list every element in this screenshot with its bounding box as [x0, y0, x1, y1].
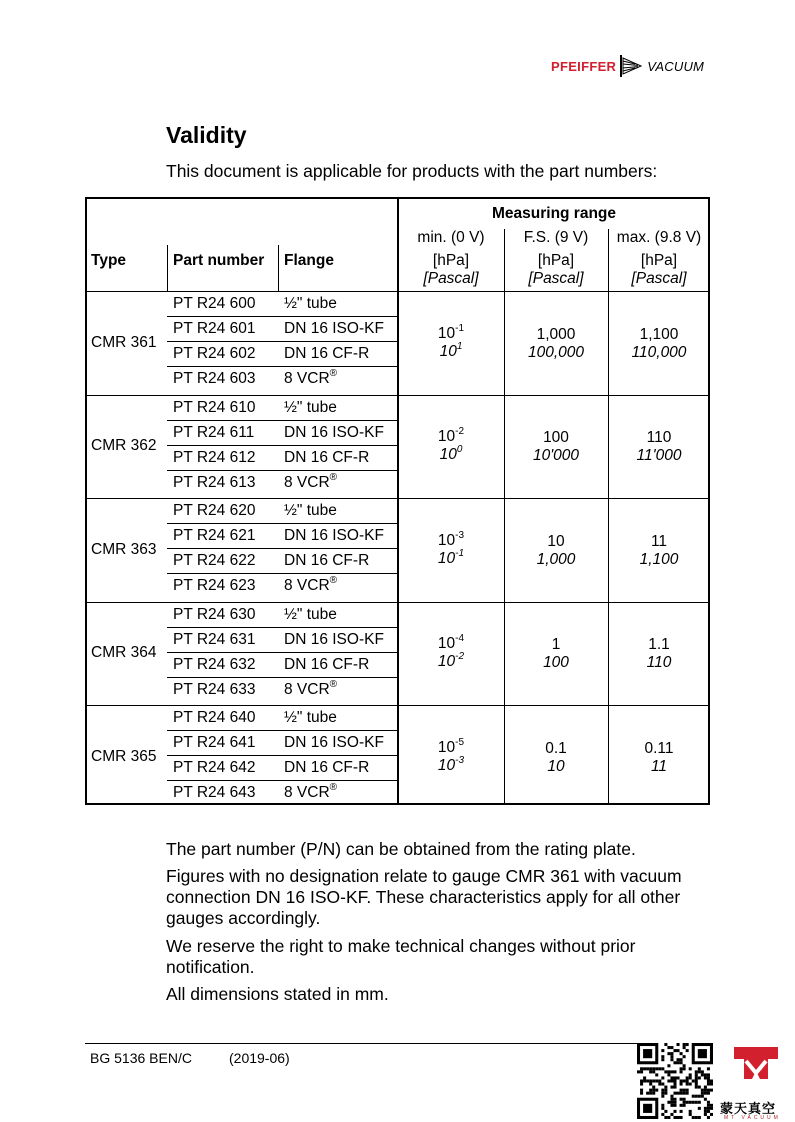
part-number-cell: PT R24 601: [173, 320, 256, 337]
row-rule: [167, 652, 398, 653]
flange-label: DN 16 CF-R: [284, 552, 370, 569]
header-unit-hpa: [hPa]: [537, 252, 575, 269]
part-number-cell: PT R24 642: [173, 759, 256, 776]
header-bottom-rule: [87, 291, 710, 292]
part-number-cell: PT R24 623: [173, 577, 256, 594]
row-rule: [167, 470, 398, 471]
min-hpa-exponent: -4: [455, 633, 465, 645]
part-number-cell: PT R24 640: [173, 709, 256, 726]
registered-mark: ®: [329, 678, 338, 690]
group-rule: [87, 705, 710, 706]
note-changes: We reserve the right to make technical changes without prior notification.: [166, 936, 636, 977]
watermark-chinese: 蒙天真空: [720, 1101, 777, 1116]
part-number-cell: PT R24 631: [173, 630, 256, 648]
part-number-cell: PT R24 621: [173, 527, 256, 544]
header-unit-hpa: [hPa]: [432, 252, 470, 269]
part-number-cell: PT R24 620: [173, 502, 256, 519]
part-number-cell: PT R24 632: [173, 655, 256, 673]
flange-cell: [284, 399, 396, 417]
type-cell: CMR 365: [91, 747, 157, 765]
flange-cell: [284, 656, 396, 674]
flange-cell: [284, 552, 396, 570]
col-sep: [608, 229, 609, 805]
fs-pascal: 100: [543, 654, 569, 672]
flange-cell: [284, 424, 396, 442]
group-rule: [87, 498, 710, 499]
note-part-number: The part number (P/N) can be obtained from the rating plate.: [166, 839, 636, 859]
group-rule: [87, 395, 710, 396]
header-min: min. (0 V): [417, 229, 485, 246]
max-hpa: 110: [646, 429, 672, 447]
flange-label: DN 16 CF-R: [284, 655, 370, 673]
header-flange: Flange: [284, 252, 334, 269]
pfeiffer-arrow-icon: [620, 53, 642, 79]
row-rule: [167, 677, 398, 678]
flange-cell: [284, 709, 396, 727]
col-sep: [504, 229, 505, 805]
header-unit-pascal: [Pascal]: [423, 270, 479, 287]
row-rule: [167, 627, 398, 628]
row-rule: [167, 341, 398, 342]
max-pascal: 11'000: [636, 447, 682, 465]
fs-pascal: 100,000: [527, 343, 585, 361]
min-hpa: $10^{-5}$: [437, 736, 465, 756]
flange-cell: [284, 577, 396, 595]
flange-cell: [284, 295, 396, 313]
header-unit-pascal: [Pascal]: [631, 270, 687, 287]
flange-cell: [284, 678, 396, 699]
min-pascal: $10^{-3}$: [437, 754, 465, 774]
fs-pascal: 10'000: [532, 447, 580, 465]
flange-cell: [284, 606, 396, 624]
flange-label: DN 16 ISO-KF: [284, 423, 384, 441]
flange-cell: [284, 631, 396, 649]
fs-hpa: 0.1: [545, 739, 567, 757]
fs-hpa: 1: [551, 636, 561, 654]
flange-label: DN 16 ISO-KF: [284, 527, 384, 544]
row-rule: [167, 523, 398, 524]
registered-mark: ®: [329, 782, 338, 793]
row-rule: [167, 420, 398, 421]
part-number-cell: PT R24 602: [173, 345, 256, 362]
min-pascal-exponent: -1: [455, 547, 465, 559]
document-id: BG 5136 BEN/C: [90, 1050, 192, 1066]
flange-label: DN 16 ISO-KF: [284, 320, 384, 337]
flange-label: ½" tube: [284, 709, 337, 726]
max-pascal: 110,000: [631, 343, 687, 361]
header-col-sep: [278, 245, 279, 291]
intro-text: This document is applicable for products with the part numbers:: [166, 161, 658, 181]
pfeiffer-vacuum-logo: [551, 52, 704, 80]
flange-cell: [284, 784, 396, 802]
min-pascal-exponent: 1: [456, 340, 463, 352]
flange-label: 8 VCR: [284, 473, 330, 491]
flange-label: DN 16 ISO-KF: [284, 734, 384, 751]
registered-mark: ®: [329, 368, 338, 379]
flange-label: ½" tube: [284, 605, 337, 623]
watermark-english: MT VACUUM: [724, 1115, 781, 1121]
brand-name: PFEIFFER: [551, 58, 617, 74]
flange-label: DN 16 CF-R: [284, 759, 370, 776]
min-hpa-exponent: -2: [455, 426, 465, 438]
note-dimensions: All dimensions stated in mm.: [166, 984, 389, 1004]
fs-pascal: 10: [547, 757, 565, 775]
type-cell: CMR 364: [91, 644, 157, 662]
flange-label: 8 VCR: [284, 680, 330, 698]
registered-mark: ®: [329, 471, 338, 483]
flange-label: ½" tube: [284, 398, 337, 416]
row-rule: [167, 445, 398, 446]
header-unit-pascal: [Pascal]: [528, 270, 584, 287]
fs-hpa: 10: [547, 532, 565, 550]
flange-label: DN 16 CF-R: [284, 345, 370, 362]
row-rule: [167, 730, 398, 731]
flange-label: 8 VCR: [284, 577, 330, 594]
min-pascal-exponent: -3: [455, 754, 465, 766]
part-number-cell: PT R24 603: [173, 370, 256, 387]
part-number-cell: PT R24 633: [173, 680, 256, 698]
header-type: Type: [91, 252, 127, 269]
max-hpa: 1.1: [648, 636, 670, 654]
part-number-cell: PT R24 630: [173, 605, 256, 623]
row-rule: [167, 573, 398, 574]
max-pascal: 1,100: [639, 550, 679, 568]
header-col-sep: [167, 245, 168, 291]
part-number-cell: PT R24 612: [173, 448, 256, 466]
qr-code-icon: [637, 1043, 713, 1119]
min-pascal: $10^0$: [439, 444, 463, 464]
registered-mark: ®: [329, 575, 338, 586]
range-col-sep: [397, 199, 399, 805]
header-part-number: Part number: [173, 252, 265, 269]
max-hpa: 1,100: [639, 325, 679, 343]
row-rule: [167, 366, 398, 367]
flange-cell: [284, 502, 396, 520]
flange-cell: [284, 370, 396, 388]
min-hpa-exponent: -1: [455, 322, 465, 334]
part-number-cell: PT R24 641: [173, 734, 256, 751]
flange-label: DN 16 CF-R: [284, 448, 370, 466]
header-max: max. (9.8 V): [616, 229, 702, 246]
flange-label: ½" tube: [284, 295, 337, 312]
max-hpa: 11: [650, 532, 668, 550]
group-rule: [87, 602, 710, 603]
max-pascal: 110: [646, 654, 672, 672]
note-figures: Figures with no designation relate to gauge CMR 361 with vacuum connection DN 16 ISO-KF. These characteristics apply for all other gauges accordingly.: [166, 866, 682, 928]
max-hpa: 0.11: [644, 739, 674, 757]
flange-cell: [284, 471, 396, 492]
min-pascal-exponent: 0: [456, 444, 463, 456]
document-date: (2019-06): [229, 1050, 290, 1066]
type-cell: CMR 363: [91, 540, 157, 558]
min-pascal: $10^{-1}$: [437, 547, 465, 567]
min-pascal: $10^1$: [439, 340, 463, 360]
flange-cell: [284, 734, 396, 752]
row-rule: [167, 548, 398, 549]
row-rule: [167, 780, 398, 781]
header-fs: F.S. (9 V): [523, 229, 589, 246]
max-pascal: 11: [650, 757, 668, 775]
part-number-cell: PT R24 622: [173, 552, 256, 569]
row-rule: [167, 755, 398, 756]
min-hpa-exponent: -5: [455, 736, 465, 748]
part-number-cell: PT R24 643: [173, 784, 256, 801]
header-unit-hpa: [hPa]: [640, 252, 678, 269]
min-pascal-exponent: -2: [455, 651, 465, 663]
min-hpa-exponent: -3: [455, 529, 465, 541]
flange-cell: [284, 449, 396, 467]
flange-cell: [284, 759, 396, 777]
part-number-cell: PT R24 613: [173, 473, 256, 491]
fs-pascal: 1,000: [536, 550, 576, 568]
type-cell: CMR 361: [91, 333, 157, 351]
min-hpa: $10^{-2}$: [437, 426, 465, 446]
flange-label: 8 VCR: [284, 370, 330, 387]
min-pascal: $10^{-2}$: [437, 651, 465, 671]
footer-divider: [85, 1043, 637, 1044]
header-measuring-range: Measuring range: [491, 205, 617, 222]
min-hpa: $10^{-4}$: [437, 633, 465, 653]
page-title: Validity: [166, 122, 247, 148]
validity-table: [85, 197, 710, 805]
flange-label: ½" tube: [284, 502, 337, 519]
type-cell: CMR 362: [91, 437, 157, 455]
part-number-cell: PT R24 600: [173, 295, 256, 312]
flange-cell: [284, 320, 396, 338]
part-number-cell: PT R24 611: [173, 423, 255, 441]
fs-hpa: 1,000: [536, 325, 576, 343]
flange-cell: [284, 345, 396, 363]
part-number-cell: PT R24 610: [173, 398, 256, 416]
fs-hpa: 100: [543, 429, 569, 447]
flange-label: 8 VCR: [284, 784, 330, 801]
brand-sub: VACUUM: [647, 58, 705, 74]
min-hpa: $10^{-3}$: [437, 529, 465, 549]
row-rule: [167, 316, 398, 317]
flange-cell: [284, 527, 396, 545]
flange-label: DN 16 ISO-KF: [284, 630, 384, 648]
min-hpa: $10^{-1}$: [437, 322, 465, 342]
